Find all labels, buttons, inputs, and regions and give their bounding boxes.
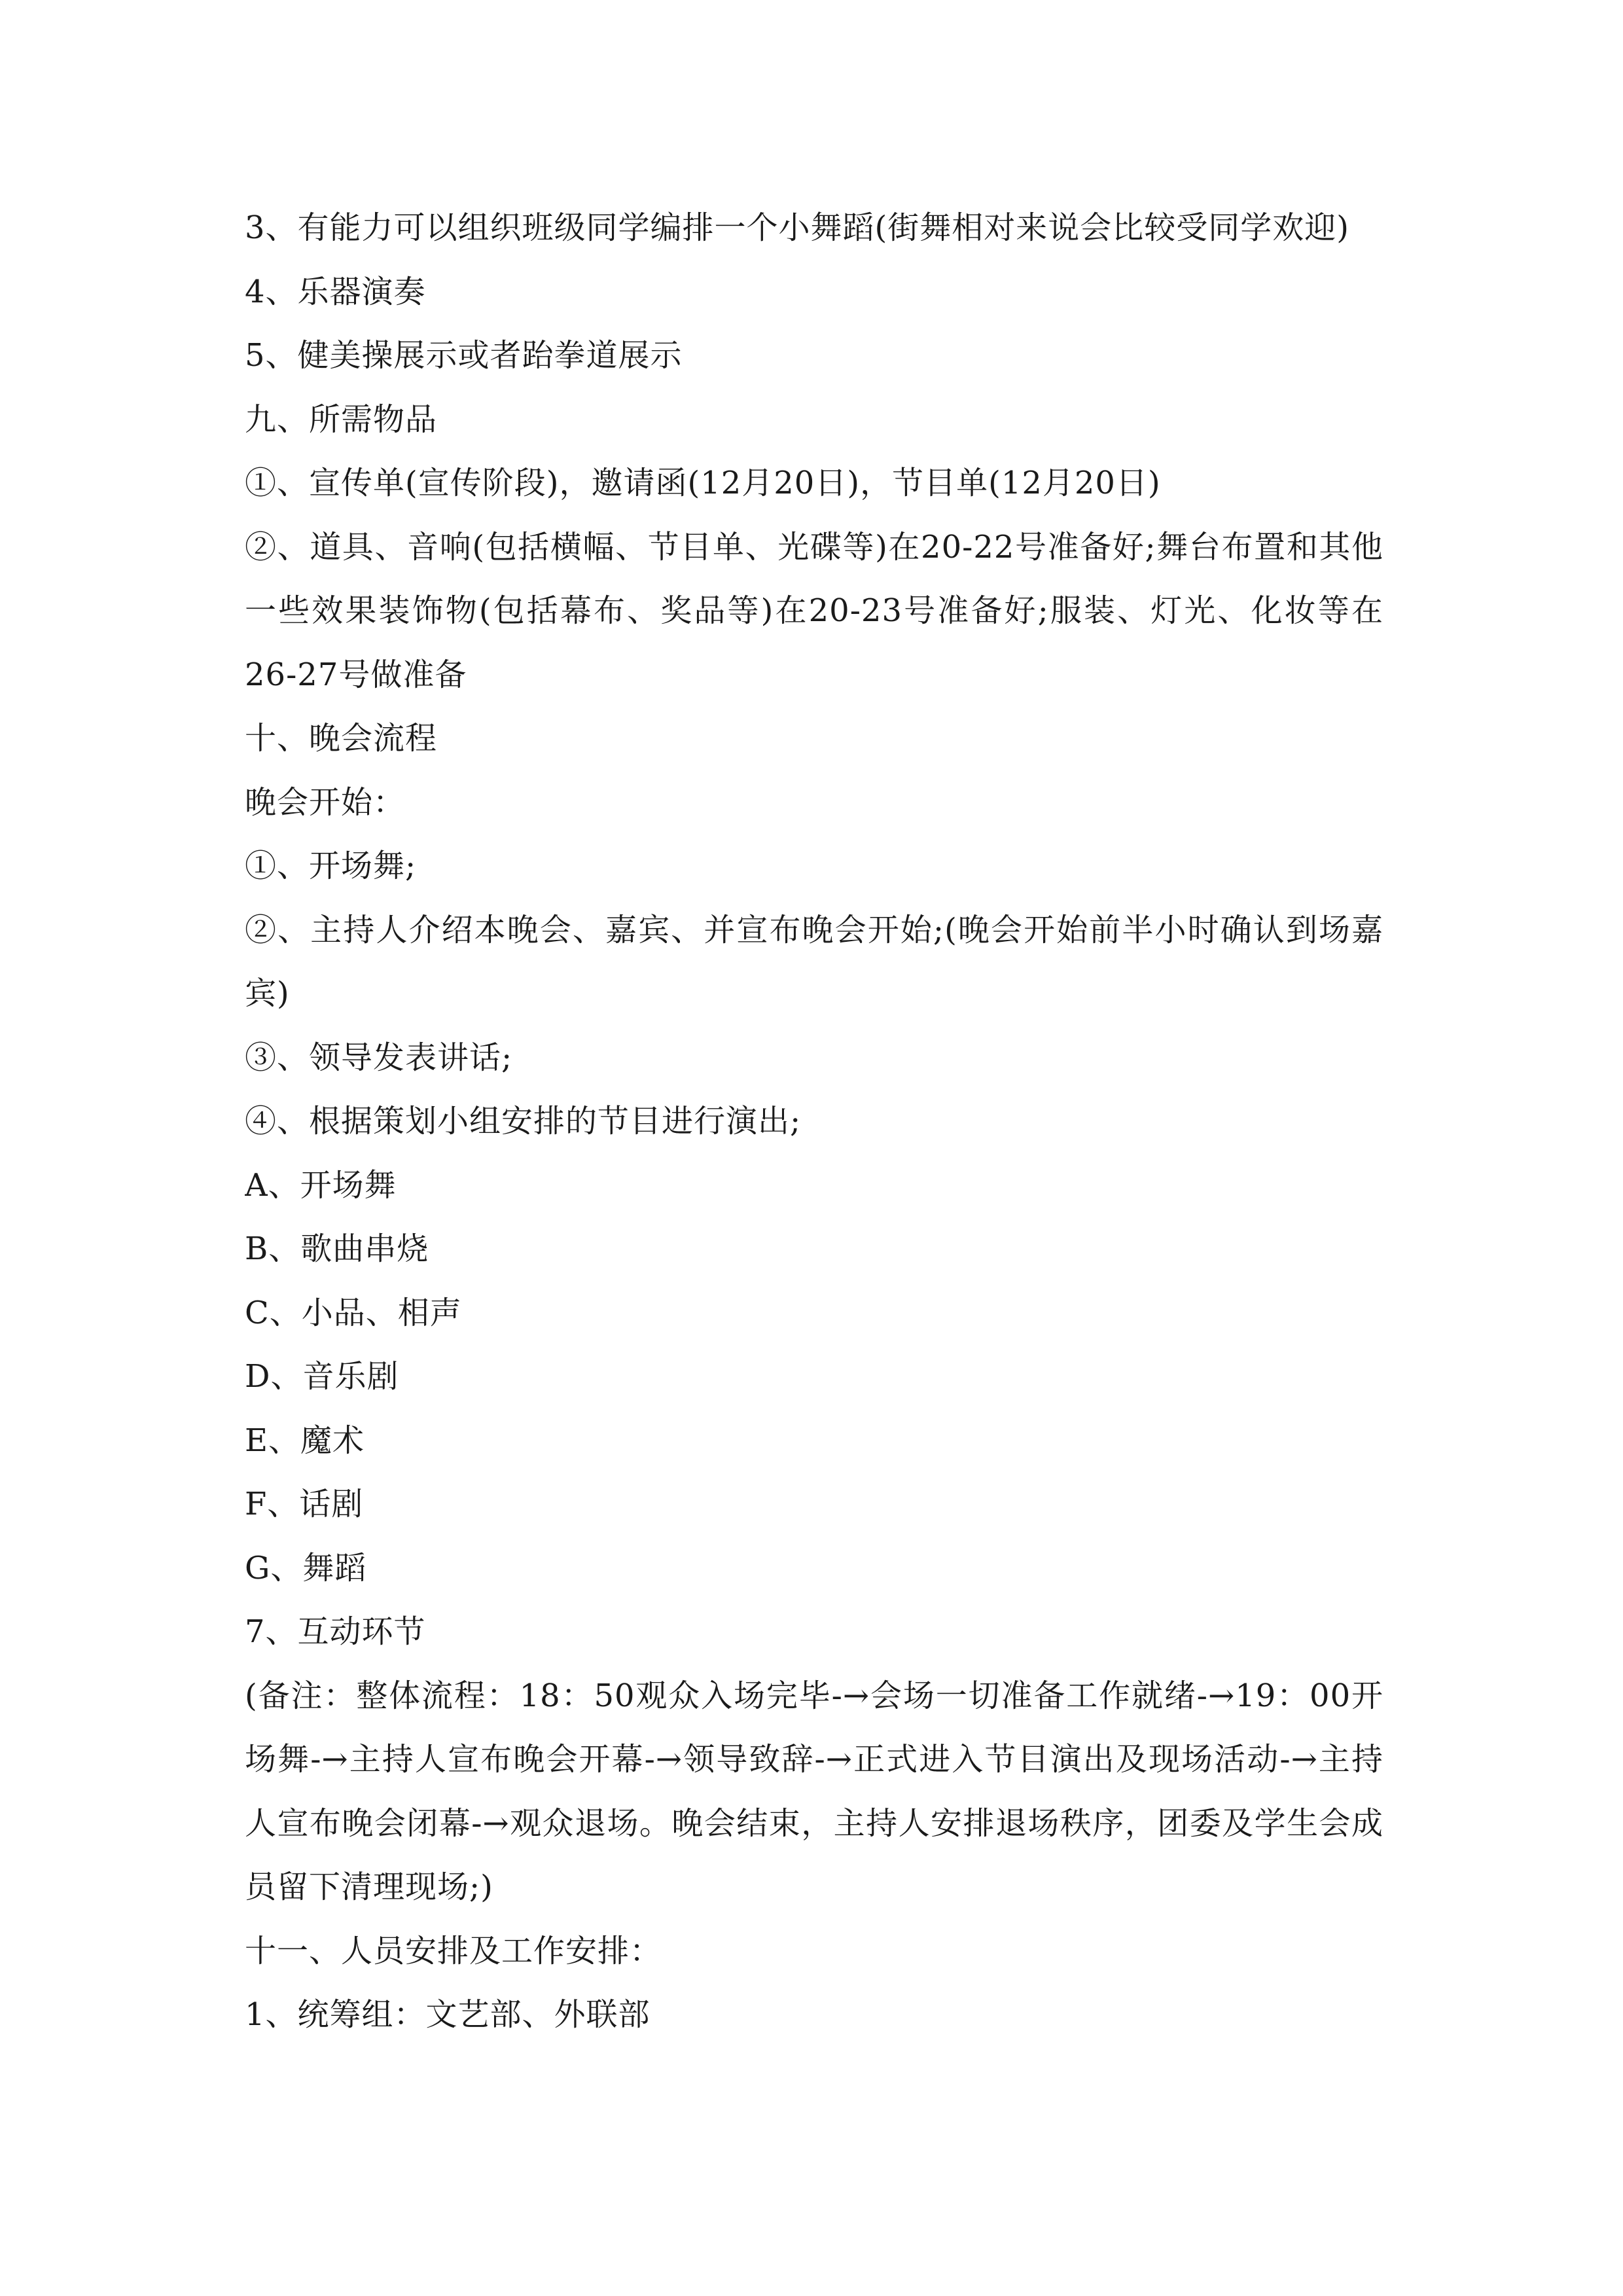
program-item-a: A、开场舞: [245, 1166, 397, 1204]
program-item-f: F、话剧: [245, 1486, 364, 1522]
list-item-aerobics: 5、健美操展示或者跆拳道展示: [245, 337, 683, 374]
program-item-b: B、歌曲串烧: [245, 1230, 429, 1267]
document-body: [245, 196, 1383, 2047]
flow-step-4: ④、根据策划小组安排的节目进行演出;: [245, 1103, 802, 1139]
flow-intro: 晚会开始：: [245, 783, 406, 821]
program-item-c: C、小品、相声: [245, 1294, 462, 1331]
section-heading-program-flow: 十、晚会流程: [245, 720, 438, 757]
flow-step-3: ③、领导发表讲话;: [245, 1039, 513, 1076]
program-item-g: G、舞蹈: [245, 1549, 367, 1587]
list-item-dance: 3、有能力可以组织班级同学编排一个小舞蹈(街舞相对来说会比较受同学欢迎): [245, 209, 1349, 246]
flow-step-1: ①、开场舞;: [245, 848, 417, 884]
supplies-item-1: ①、宣传单(宣传阶段)，邀请函(12月20日)，节目单(12月20日): [245, 465, 1161, 501]
flow-step-2: ②、主持人介绍本晚会、嘉宾、并宣布晚会开始;(晚会开始前半小时确认到场嘉宾): [245, 911, 1383, 1012]
staffing-item-1: 1、统筹组：文艺部、外联部: [245, 1996, 651, 2033]
list-item-instruments: 4、乐器演奏: [245, 273, 426, 310]
program-item-e: E、魔术: [245, 1422, 365, 1459]
section-heading-staffing: 十一、人员安排及工作安排：: [245, 1932, 662, 1969]
program-item-d: D、音乐剧: [245, 1358, 399, 1395]
interactive-segment: 7、互动环节: [245, 1613, 426, 1650]
remarks-paragraph: (备注：整体流程：18：50观众入场完毕-→会场一切准备工作就绪-→19：00开场舞-→主持人宣布晚会开幕-→领导致辞-→正式进入节目演出及现场活动-→主持人宣布晚会闭幕-→观众退场。晚会结束，主持人安排退场秩序，团委及学生会成员留下清理现场;): [245, 1677, 1383, 1905]
section-heading-supplies: 九、所需物品: [245, 401, 438, 438]
supplies-item-2: ②、道具、音响(包括横幅、节目单、光碟等)在20-22号准备好;舞台布置和其他一些效果装饰物(包括幕布、奖品等)在20-23号准备好;服装、灯光、化妆等在26-27号做准备: [245, 528, 1383, 693]
